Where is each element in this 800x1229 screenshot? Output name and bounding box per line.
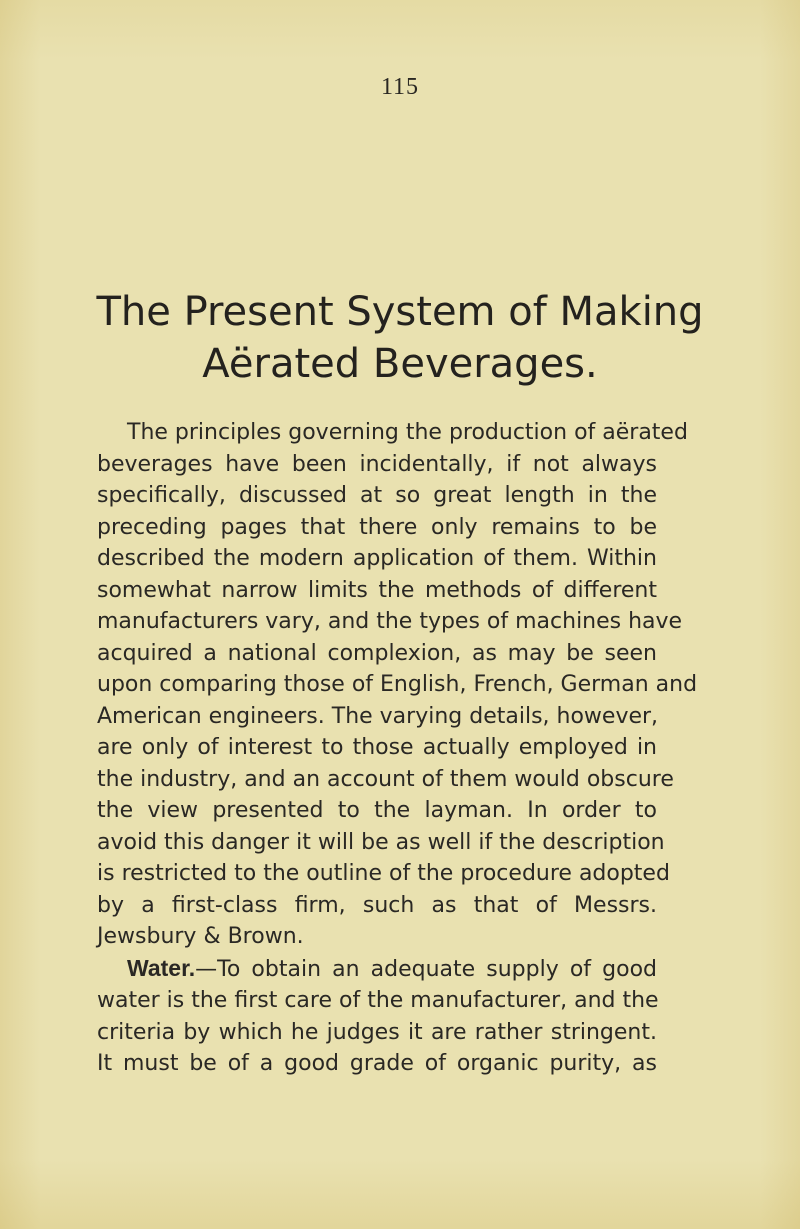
text-line: the view presented to the layman. In order to <box>97 798 657 823</box>
text-line: beverages have been incidentally, if not always <box>97 451 657 477</box>
title-line-2: Aërated Beverages. <box>202 341 598 387</box>
text-line: somewhat narrow limits the methods of different <box>97 577 657 603</box>
text-line <box>97 953 657 986</box>
page-title <box>0 286 800 390</box>
text-line: Jewsbury & Brown. <box>97 924 304 949</box>
title-line-1: The Present System of Making <box>96 289 704 335</box>
page-number: 115 <box>380 74 420 100</box>
text-line: avoid this danger it will be as well if the description <box>97 829 665 855</box>
text-line: upon comparing those of English, French, German and <box>97 672 698 697</box>
paragraph-water <box>97 953 657 1080</box>
text-line: are only of interest to those actually employed in <box>97 735 657 760</box>
paragraph-principles <box>97 417 698 953</box>
text-line: criteria by which he judges it are rather stringent. <box>97 1019 657 1045</box>
section-heading-water: Water. <box>127 954 196 981</box>
text-line: The principles governing the production of aërated <box>127 420 688 445</box>
text-line: American engineers. The varying details, however, <box>97 703 659 729</box>
text-line: is restricted to the outline of the procedure adopted <box>97 861 670 886</box>
text-line: water is the first care of the manufacturer, and the <box>97 988 659 1013</box>
text-line: It must be of a good grade of organic purity, as <box>97 1051 657 1076</box>
text-line: specifically, discussed at so great length in the <box>97 483 657 508</box>
text-line: preceding pages that there only remains to be <box>97 514 657 540</box>
text-line: described the modern application of them. Within <box>97 546 657 571</box>
text-line: manufacturers vary, and the types of machines have <box>97 609 683 634</box>
text-line: by a first-class firm, such as that of Messrs. <box>97 892 657 918</box>
text-line: acquired a national complexion, as may be seen <box>97 640 657 666</box>
text-line: the industry, and an account of them would obscure <box>97 766 674 792</box>
body-text <box>97 417 698 1080</box>
text-run: —To obtain an adequate supply of good <box>195 956 657 982</box>
